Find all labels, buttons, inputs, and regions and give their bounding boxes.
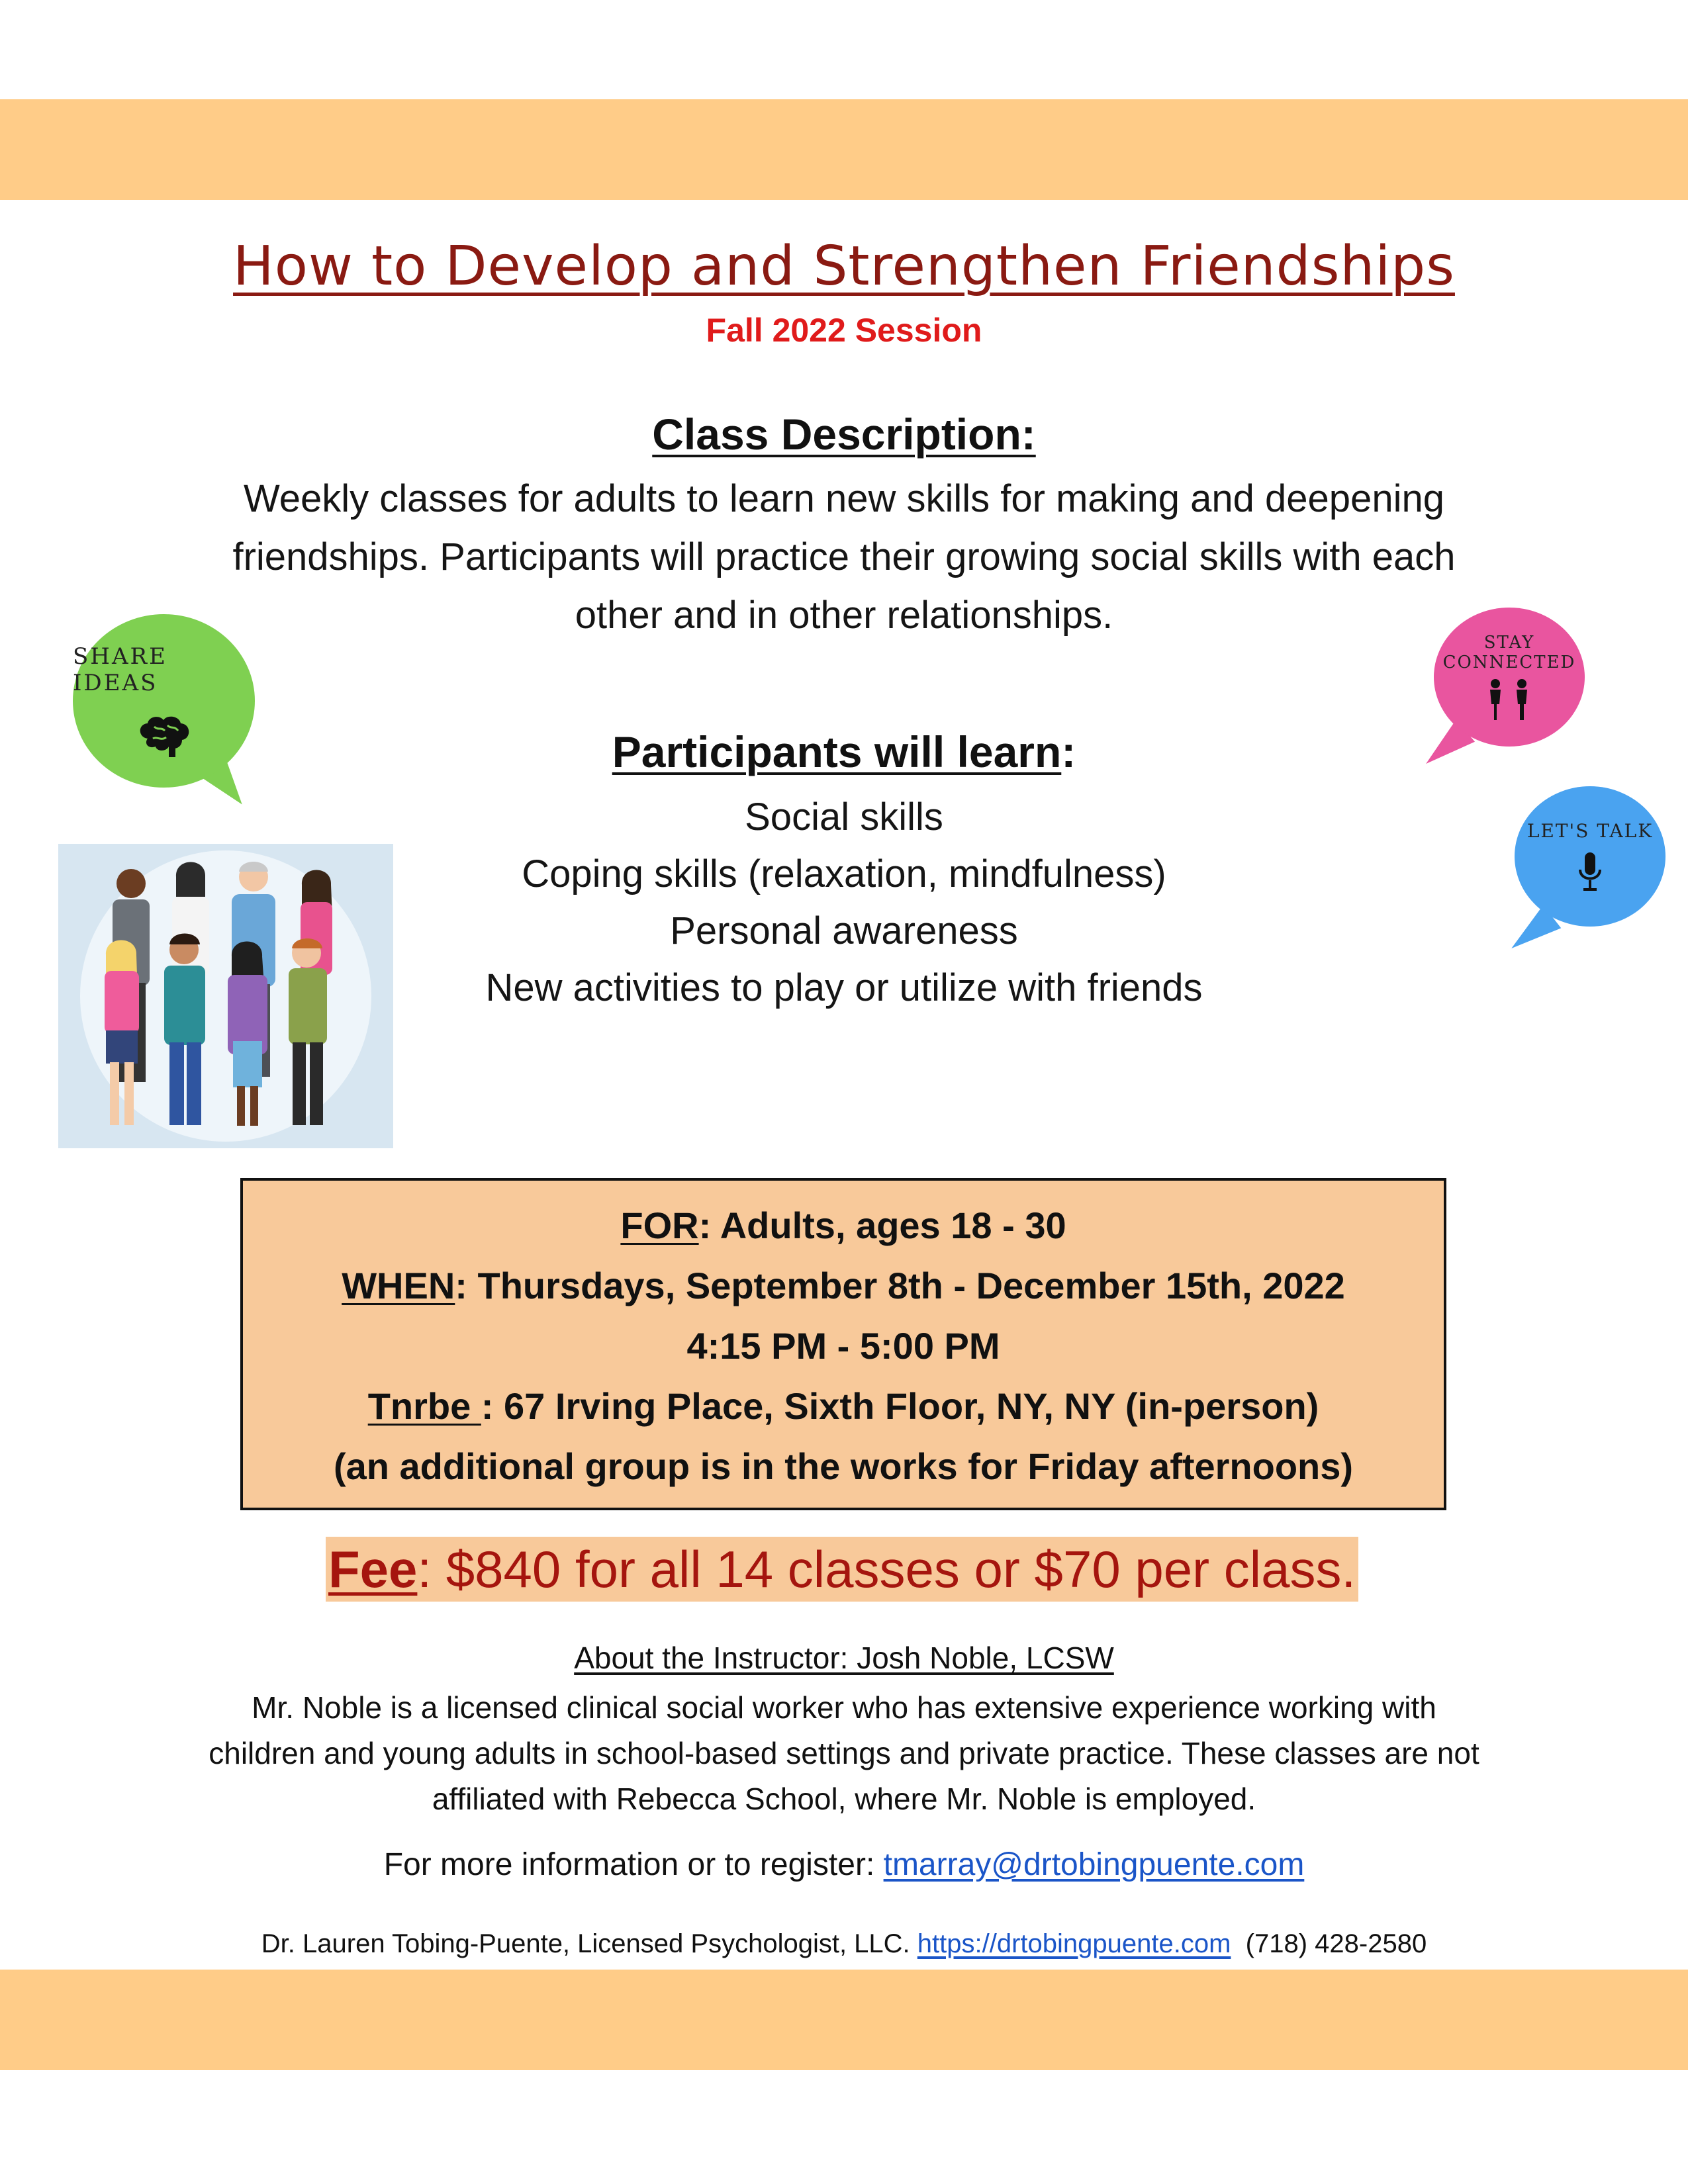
contact-line: For more information or to register: tmarray@drtobingpuente.com <box>383 1847 1305 1882</box>
list-item: Coping skills (relaxation, mindfulness) <box>522 852 1166 895</box>
for-line: FOR: Adults, ages 18 - 30 <box>620 1205 1066 1246</box>
lets-talk-label: LET'S TALK <box>1526 819 1654 842</box>
time-line: 4:15 PM - 5:00 PM <box>686 1325 1000 1367</box>
stay-label: STAY <box>1483 633 1535 653</box>
participants-will-learn-heading: Participants will learn: <box>612 727 1076 776</box>
email-link[interactable]: tmarray@drtobingpuente.com <box>883 1847 1305 1882</box>
instructor-bio: Mr. Noble is a licensed clinical social worker who has extensive experience working with children and young adults in school-based settings and private practice. These classes are not affiliated with Rebecca School, where Mr. Noble is employed. <box>209 1690 1479 1816</box>
class-description-text: Weekly classes for adults to learn new skills for making and deepening friendships. Participants will practice their growing social skills with each other and in other relationships. <box>232 477 1456 637</box>
share-ideas-label: SHARE IDEAS <box>73 643 167 696</box>
additional-group-note: (an additional group is in the works for Friday afternoons) <box>333 1445 1354 1487</box>
bottom-decorative-band <box>0 1970 1688 2070</box>
learning-list <box>0 789 1688 1017</box>
top-decorative-band <box>0 99 1688 200</box>
when-line: WHEN: Thursdays, September 8th - December 15th, 2022 <box>342 1265 1345 1306</box>
website-link[interactable]: https://drtobingpuente.com <box>917 1929 1231 1958</box>
list-item: New activities to play or utilize with friends <box>485 966 1203 1009</box>
practice-footer: Dr. Lauren Tobing-Puente, Licensed Psychologist, LLC. https://drtobingpuente.com (718) 428-2580 <box>261 1929 1427 1958</box>
people-icon <box>1479 678 1539 721</box>
connected-label: CONNECTED <box>1442 653 1576 672</box>
where-line: Tnrbe : 67 Irving Place, Sixth Floor, NY, NY (in-person) <box>367 1385 1319 1427</box>
class-description-heading: Class Description: <box>652 410 1036 459</box>
class-details-box <box>240 1178 1446 1510</box>
list-item: Social skills <box>745 796 943 839</box>
list-item: Personal awareness <box>670 909 1018 952</box>
session-subtitle: Fall 2022 Session <box>706 312 982 349</box>
page-title: How to Develop and Strengthen Friendships <box>233 235 1455 298</box>
instructor-heading: About the Instructor: Josh Noble, LCSW <box>574 1641 1114 1675</box>
fee-line: Fee: $840 for all 14 classes or $70 per class. <box>326 1537 1358 1602</box>
stay-connected-bubble <box>1434 608 1585 747</box>
